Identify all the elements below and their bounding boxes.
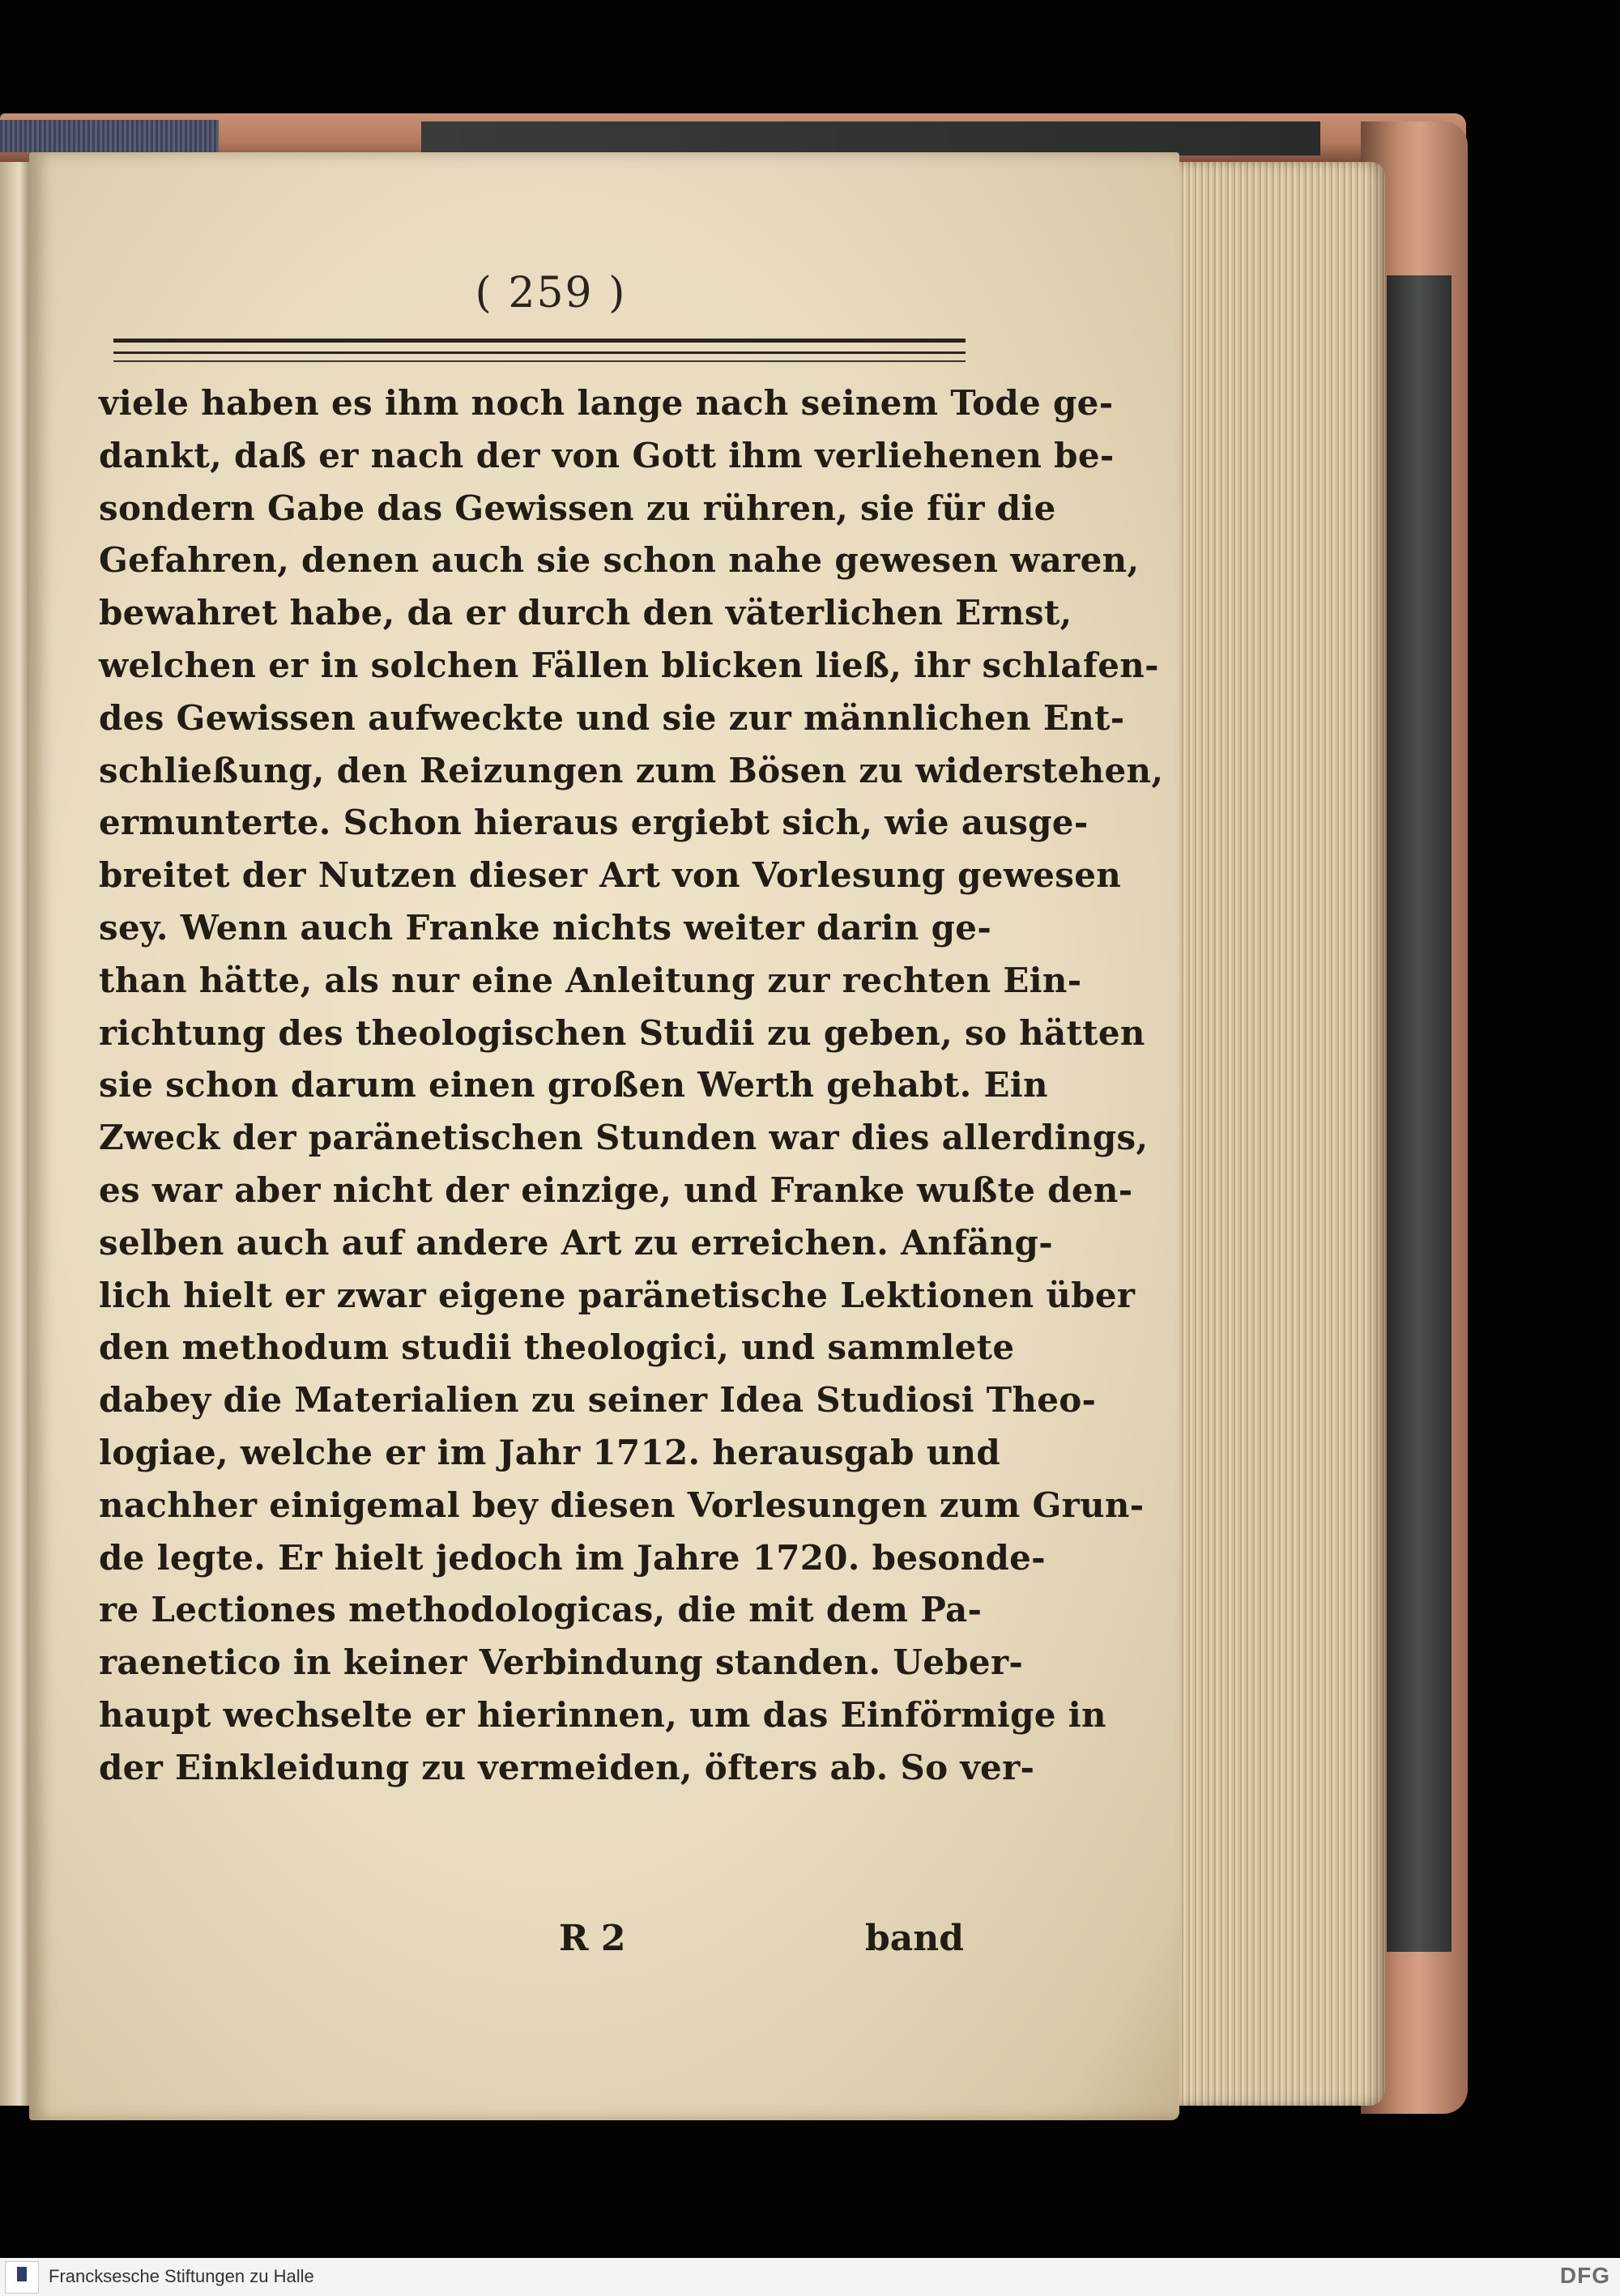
page-body-text [99, 377, 1164, 1795]
text-line: re Lectiones methodologicas, die mit dem Pa- [99, 1590, 983, 1630]
text-line: Zweck der paränetischen Stunden war dies allerdings, [99, 1118, 1149, 1158]
text-line: des Gewissen aufweckte und sie zur männlichen Ent- [99, 697, 1125, 738]
signature-mark: R 2 [559, 1918, 626, 1959]
page-number: ( 259 ) [475, 269, 627, 317]
caption-bar [0, 2258, 1620, 2296]
header-rule [113, 339, 966, 343]
text-line: than hätte, als nur eine Anleitung zur rechten Ein- [99, 960, 1082, 1000]
text-line: Gefahren, denen auch sie schon nahe gewesen waren, [99, 540, 1140, 581]
text-line: haupt wechselte er hierinnen, um das Einförmige in [99, 1694, 1106, 1735]
dfg-logo: DFG [1559, 2263, 1610, 2288]
institution-logo-icon [5, 2261, 39, 2294]
text-line: den methodum studii theologici, und sammlete [99, 1327, 1015, 1368]
text-line: de legte. Er hielt jedoch im Jahre 1720. besonde- [99, 1537, 1046, 1578]
text-line: sondern Gabe das Gewissen zu rühren, sie für die [99, 488, 1056, 528]
text-line: lich hielt er zwar eigene paränetische Lektionen über [99, 1275, 1136, 1315]
text-line: selben auch auf andere Art zu erreichen. Anfäng- [99, 1222, 1053, 1263]
book-cover-gray-board [1387, 275, 1452, 1952]
text-line: es war aber nicht der einzige, und Franke wußte den- [99, 1169, 1133, 1210]
text-line: schließung, den Reizungen zum Bösen zu widerstehen, [99, 750, 1164, 790]
text-line: richtung des theologischen Studii zu geben, so hätten [99, 1012, 1145, 1053]
text-line: sie schon darum einen großen Werth gehabt. Ein [99, 1065, 1048, 1105]
text-line: viele haben es ihm noch lange nach seinem Tode ge- [99, 383, 1114, 423]
institution-caption: Francksesche Stiftungen zu Halle [49, 2266, 314, 2286]
text-line: dankt, daß er nach der von Gott ihm verliehenen be- [99, 435, 1115, 475]
text-line: raenetico in keiner Verbindung standen. Ueber- [99, 1642, 1024, 1683]
text-line: der Einkleidung zu vermeiden, öfters ab. So ver- [99, 1747, 1035, 1787]
text-line: ermunterte. Schon hieraus ergiebt sich, wie ausge- [99, 803, 1089, 843]
book-cover-dark-band [421, 121, 1320, 155]
text-line: dabey die Materialien zu seiner Idea Studiosi Theo- [99, 1380, 1097, 1421]
text-line: bewahret habe, da er durch den väterlichen Ernst, [99, 593, 1072, 633]
header-rule [113, 351, 966, 354]
left-page-edge [0, 154, 32, 2106]
book-spine-cloth [0, 120, 219, 152]
text-line: welchen er in solchen Fällen blicken ließ, ihr schlafen- [99, 645, 1159, 685]
text-line: nachher einigemal bey diesen Vorlesungen zum Grun- [99, 1485, 1145, 1525]
page-block-edges [1166, 162, 1385, 2106]
text-line: sey. Wenn auch Franke nichts weiter darin ge- [99, 907, 992, 948]
text-line: logiae, welche er im Jahr 1712. herausgab und [99, 1432, 1001, 1472]
catchword: band [865, 1918, 965, 1959]
header-rule [113, 360, 966, 362]
text-line: breitet der Nutzen dieser Art von Vorlesung gewesen [99, 855, 1122, 896]
